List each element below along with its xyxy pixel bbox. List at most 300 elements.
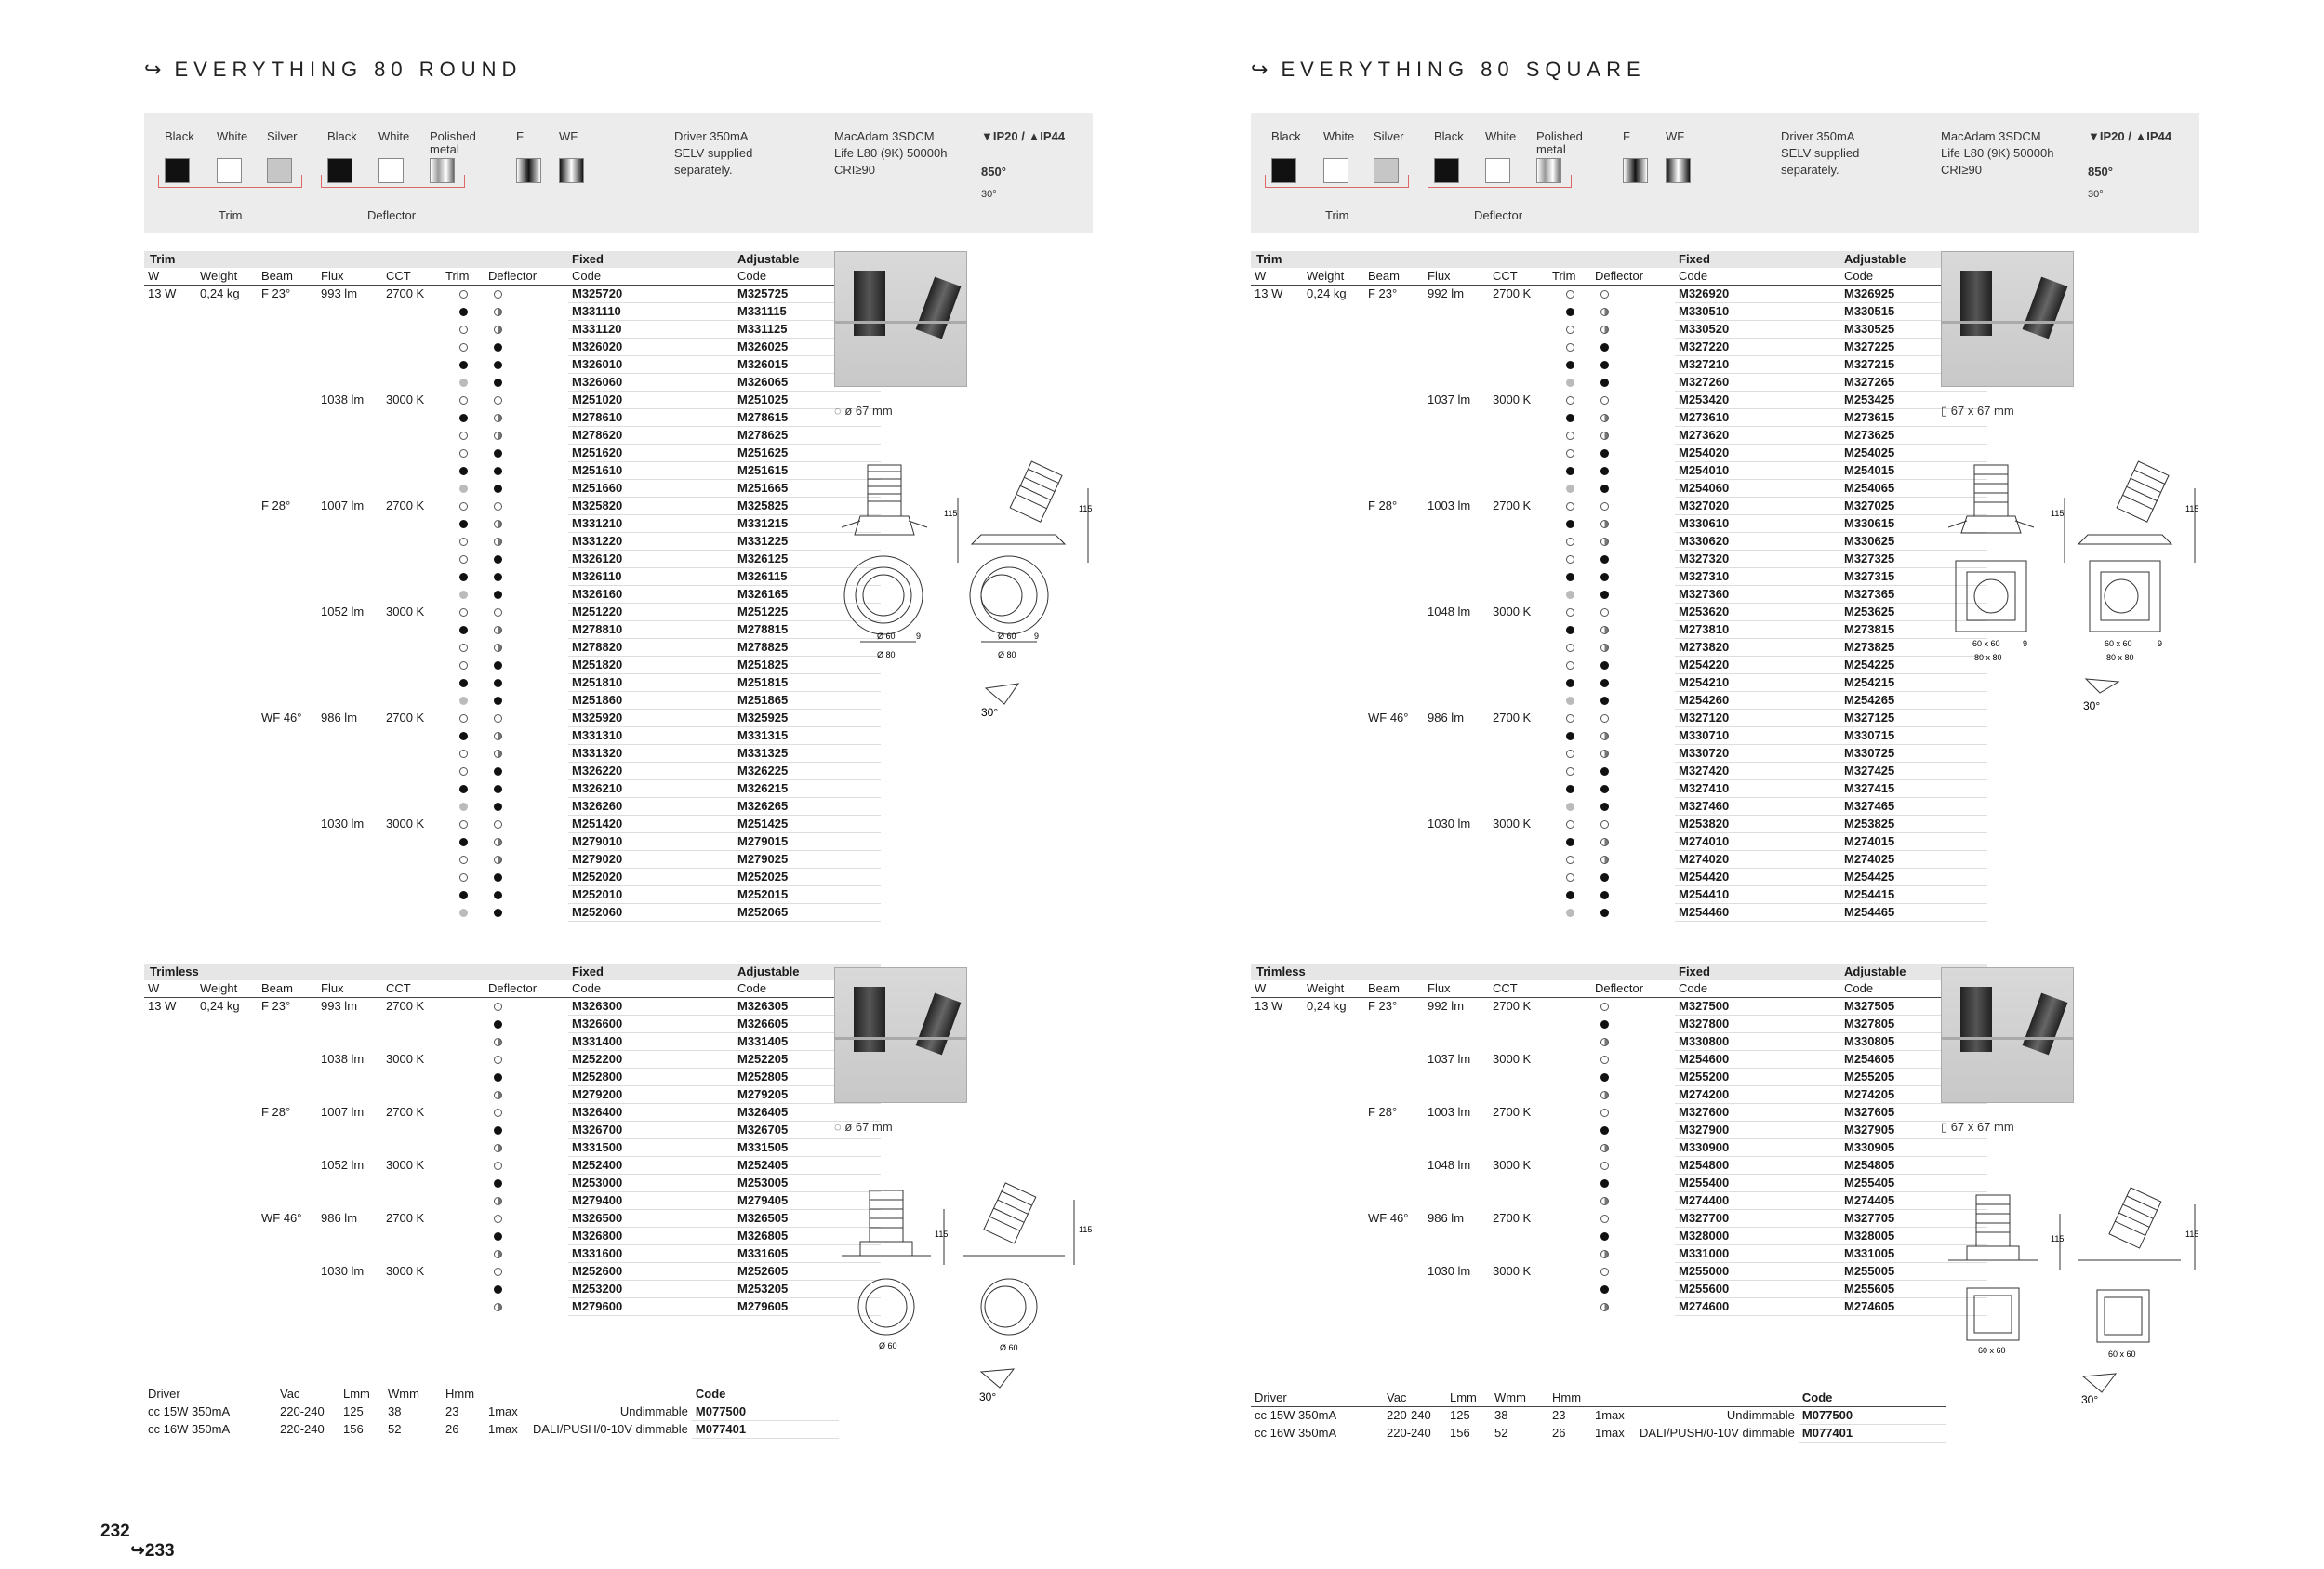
half-dot-icon — [494, 414, 502, 422]
column-header: Wmm — [1491, 1389, 1548, 1407]
table-row — [144, 869, 881, 886]
tilt-note: 30° — [981, 189, 997, 200]
white-dot-icon — [1600, 608, 1609, 617]
table-row — [1251, 869, 1987, 886]
half-dot-icon — [494, 1144, 502, 1152]
deflector-bracket — [321, 175, 465, 188]
silver-dot-icon — [1566, 591, 1574, 599]
table-row — [144, 692, 881, 710]
table-row — [1251, 445, 1987, 462]
white-dot-icon — [1600, 1003, 1609, 1011]
silver-dot-icon — [1566, 697, 1574, 705]
table-row — [1251, 1122, 1987, 1139]
table-row — [144, 551, 881, 568]
adjustable-code: M254025 — [1840, 445, 1987, 462]
adjustable-code: M331005 — [1840, 1245, 1987, 1263]
fixed-code: M330520 — [1675, 321, 1840, 339]
color-swatch — [1623, 158, 1648, 183]
fixed-code: M327900 — [1675, 1122, 1840, 1139]
size-label: ◌ ø 67 mm — [834, 404, 893, 418]
column-header: CCT — [1489, 268, 1548, 286]
fixed-code: M254020 — [1675, 445, 1840, 462]
table-row — [1251, 409, 1987, 427]
fixed-code: M254210 — [1675, 674, 1840, 692]
adjustable-code: M278615 — [734, 409, 881, 427]
white-dot-icon — [1566, 856, 1574, 864]
black-dot-icon — [1600, 467, 1609, 475]
table-row — [144, 674, 881, 692]
white-dot-icon — [1600, 1109, 1609, 1117]
fixed-code: M279400 — [568, 1192, 734, 1210]
table-row: 13 W 0,24 kg F 23° 993 lm 2700 K M325720 M325725 — [144, 286, 881, 303]
column-header: Lmm — [339, 1386, 384, 1403]
table-row — [144, 1139, 881, 1157]
adjustable-code: M331315 — [734, 727, 881, 745]
fixed-code: M253200 — [568, 1281, 734, 1298]
column-header: Flux — [1424, 268, 1489, 286]
table-row — [1251, 303, 1987, 321]
column-header: Code — [734, 268, 881, 286]
fixed-code: M326500 — [568, 1210, 734, 1228]
white-dot-icon — [494, 1056, 502, 1064]
size-label: ▯ 67 x 67 mm — [1941, 404, 2014, 418]
adjustable-code: M253005 — [734, 1175, 881, 1192]
black-dot-icon — [494, 785, 502, 793]
table-row — [1251, 763, 1987, 780]
table-row: F 28° 1007 lm 2700 K M325820 M325825 — [144, 498, 881, 515]
table-row — [1251, 904, 1987, 922]
adjustable-code: M274405 — [1840, 1192, 1987, 1210]
svg-text:Ø 80: Ø 80 — [998, 650, 1016, 659]
white-dot-icon — [494, 1003, 502, 1011]
fixed-code: M274400 — [1675, 1192, 1840, 1210]
adjustable-code: M251615 — [734, 462, 881, 480]
white-dot-icon — [1566, 873, 1574, 882]
fixed-code: M325820 — [568, 498, 734, 515]
adjustable-code: M251665 — [734, 480, 881, 498]
square-cutout-icon: ▯ — [1941, 404, 1948, 418]
black-dot-icon — [1600, 891, 1609, 899]
driver-note: Driver 350mA SELV supplied separately. — [674, 129, 753, 177]
adjustable-code: M274605 — [1840, 1298, 1987, 1316]
fixed-code: M327320 — [1675, 551, 1840, 568]
adjustable-code: M278815 — [734, 621, 881, 639]
fixed-code: M326160 — [568, 586, 734, 604]
black-dot-icon — [459, 414, 468, 422]
fixed-code: M252010 — [568, 886, 734, 904]
fixed-code: M278820 — [568, 639, 734, 657]
half-dot-icon — [1600, 626, 1609, 634]
adjustable-code: M326025 — [734, 339, 881, 356]
fixed-code: M251820 — [568, 657, 734, 674]
table-row: 1052 lm 3000 K M251220 M251225 — [144, 604, 881, 621]
black-dot-icon — [1566, 414, 1574, 422]
black-dot-icon — [494, 1285, 502, 1294]
adjustable-code: M327325 — [1840, 551, 1987, 568]
table-row: F 28° 1007 lm 2700 K M326400 M326405 — [144, 1104, 881, 1122]
half-dot-icon — [1600, 538, 1609, 546]
column-header: Flux — [317, 980, 382, 998]
column-header: CCT — [382, 980, 442, 998]
black-dot-icon — [1566, 732, 1574, 740]
white-dot-icon — [1566, 502, 1574, 511]
adjustable-code: M327215 — [1840, 356, 1987, 374]
adjustable-code: M251825 — [734, 657, 881, 674]
round-cutout-icon: ◌ — [834, 404, 842, 418]
fixed-code: M326800 — [568, 1228, 734, 1245]
adjustable-code: M331505 — [734, 1139, 881, 1157]
table-row — [1251, 1069, 1987, 1086]
fixed-code: M328000 — [1675, 1228, 1840, 1245]
column-header — [1548, 980, 1591, 998]
tilt-note: 30° — [2088, 189, 2104, 200]
fixed-code: M251660 — [568, 480, 734, 498]
black-dot-icon — [459, 838, 468, 846]
white-dot-icon — [494, 714, 502, 723]
adjustable-code: M330625 — [1840, 533, 1987, 551]
table-row — [144, 586, 881, 604]
svg-text:30°: 30° — [981, 706, 999, 719]
fixed-code: M326220 — [568, 763, 734, 780]
fixed-code: M331210 — [568, 515, 734, 533]
black-dot-icon — [459, 732, 468, 740]
white-dot-icon — [459, 538, 468, 546]
half-dot-icon — [1600, 1303, 1609, 1311]
adjustable-code: M252605 — [734, 1263, 881, 1281]
table-row: 1030 lm 3000 K M252600 M252605 — [144, 1263, 881, 1281]
black-dot-icon — [1600, 909, 1609, 917]
svg-text:30°: 30° — [2081, 1393, 2099, 1406]
black-dot-icon — [459, 308, 468, 316]
fixed-code: M327260 — [1675, 374, 1840, 392]
fixed-code: M326210 — [568, 780, 734, 798]
fixed-code: M251620 — [568, 445, 734, 462]
half-dot-icon — [494, 856, 502, 864]
size-label-trimless: ▯ 67 x 67 mm — [1941, 1120, 2014, 1134]
black-dot-icon — [494, 1179, 502, 1188]
black-dot-icon — [494, 573, 502, 581]
table-row — [1251, 1086, 1987, 1104]
fixed-code: M331110 — [568, 303, 734, 321]
macadam-note: MacAdam 3SDCM Life L80 (9K) 50000h CRI≥90 — [834, 129, 948, 177]
adjustable-code: M330905 — [1840, 1139, 1987, 1157]
column-header: Trim — [442, 268, 485, 286]
adjustable-code: M254605 — [1840, 1051, 1987, 1069]
half-dot-icon — [494, 644, 502, 652]
white-dot-icon — [1566, 820, 1574, 829]
table-row — [1251, 339, 1987, 356]
fixed-code: M274020 — [1675, 851, 1840, 869]
ip-rating: ▼IP20 / ▲IP44 — [2088, 129, 2172, 143]
half-dot-icon — [1600, 432, 1609, 440]
white-dot-icon — [1566, 555, 1574, 564]
column-header: W — [144, 980, 196, 998]
column-header — [529, 1386, 692, 1403]
fixed-code: M326700 — [568, 1122, 734, 1139]
page-title: ↪ EVERYTHING 80 SQUARE — [1251, 58, 1646, 81]
fixed-code: M327020 — [1675, 498, 1840, 515]
table-row: 13 W 0,24 kg F 23° 992 lm 2700 K M327500 M327505 — [1251, 998, 1987, 1016]
black-dot-icon — [1600, 573, 1609, 581]
table-row: 13 W 0,24 kg F 23° 992 lm 2700 K M326920 M326925 — [1251, 286, 1987, 303]
column-header — [485, 1386, 529, 1403]
adjustable-code: M331405 — [734, 1033, 881, 1051]
svg-text:Ø 80: Ø 80 — [877, 650, 896, 659]
black-dot-icon — [459, 785, 468, 793]
black-dot-icon — [494, 1073, 502, 1082]
svg-text:115: 115 — [2185, 504, 2199, 513]
svg-text:30°: 30° — [2083, 699, 2101, 712]
table-row — [144, 462, 881, 480]
column-header: Weight — [196, 980, 258, 998]
fixed-code: M327800 — [1675, 1016, 1840, 1033]
fixed-code: M254420 — [1675, 869, 1840, 886]
color-label: Silver — [267, 129, 298, 143]
black-dot-icon — [494, 873, 502, 882]
black-dot-icon — [1566, 361, 1574, 369]
table-row: WF 46° 986 lm 2700 K M326500 M326505 — [144, 1210, 881, 1228]
fixed-code: M253820 — [1675, 816, 1840, 833]
table-row — [1251, 480, 1987, 498]
svg-text:Ø 60: Ø 60 — [879, 1341, 897, 1350]
adjustable-code: M254215 — [1840, 674, 1987, 692]
silver-dot-icon — [1566, 485, 1574, 493]
table-row — [144, 886, 881, 904]
white-dot-icon — [494, 1162, 502, 1170]
black-dot-icon — [494, 467, 502, 475]
adjustable-code: M273815 — [1840, 621, 1987, 639]
adjustable-code: M255005 — [1840, 1263, 1987, 1281]
color-label: White — [217, 129, 248, 143]
black-dot-icon — [1600, 697, 1609, 705]
white-dot-icon — [459, 396, 468, 405]
half-dot-icon — [1600, 308, 1609, 316]
fixed-code: M327360 — [1675, 586, 1840, 604]
half-dot-icon — [494, 750, 502, 758]
adjustable-code: M253205 — [734, 1281, 881, 1298]
fixed-code: M254460 — [1675, 904, 1840, 922]
adjustable-code: M278625 — [734, 427, 881, 445]
adjustable-code: M325725 — [734, 286, 881, 303]
table-row: cc 15W 350mA 220-240 125 38 23 1max Undimmable M077500 — [1251, 1407, 1946, 1425]
black-dot-icon — [459, 573, 468, 581]
column-header: Code — [1799, 1389, 1946, 1407]
black-dot-icon — [1566, 520, 1574, 528]
svg-text:115: 115 — [2185, 1230, 2199, 1239]
product-photo-trimless — [834, 967, 967, 1103]
product-photo-trimless — [1941, 967, 2074, 1103]
adjustable-code: M273825 — [1840, 639, 1987, 657]
fixed-code: M254060 — [1675, 480, 1840, 498]
white-dot-icon — [1566, 661, 1574, 670]
black-dot-icon — [1600, 767, 1609, 776]
adjustable-code: M254465 — [1840, 904, 1987, 922]
silver-dot-icon — [459, 697, 468, 705]
adjustable-code: M254425 — [1840, 869, 1987, 886]
fixed-code: M252800 — [568, 1069, 734, 1086]
arrow-icon: ↪ — [1251, 58, 1268, 81]
fixed-code: M327410 — [1675, 780, 1840, 798]
adjustable-code: M273625 — [1840, 427, 1987, 445]
column-header — [1636, 1389, 1799, 1407]
column-header: Code — [734, 980, 881, 998]
table-row — [144, 1069, 881, 1086]
fixed-code: M326120 — [568, 551, 734, 568]
adjustable-code: M327425 — [1840, 763, 1987, 780]
white-dot-icon — [459, 820, 468, 829]
white-dot-icon — [1600, 502, 1609, 511]
adjustable-code: M326805 — [734, 1228, 881, 1245]
adjustable-code: M255605 — [1840, 1281, 1987, 1298]
color-label: White — [1485, 129, 1517, 143]
column-header: Deflector — [485, 268, 568, 286]
fixed-code: M253620 — [1675, 604, 1840, 621]
adjustable-code: M274025 — [1840, 851, 1987, 869]
fixed-code: M327210 — [1675, 356, 1840, 374]
table-row — [144, 904, 881, 922]
table-row: WF 46° 986 lm 2700 K M327700 M327705 — [1251, 1210, 1987, 1228]
black-dot-icon — [494, 449, 502, 458]
table-row: 1037 lm 3000 K M254600 M254605 — [1251, 1051, 1987, 1069]
white-dot-icon — [459, 661, 468, 670]
table-row — [144, 851, 881, 869]
half-dot-icon — [494, 1303, 502, 1311]
fixed-code: M327120 — [1675, 710, 1840, 727]
white-dot-icon — [1566, 750, 1574, 758]
half-dot-icon — [1600, 520, 1609, 528]
optic-label: F — [516, 129, 524, 143]
white-dot-icon — [494, 820, 502, 829]
table-row: cc 15W 350mA 220-240 125 38 23 1max Undimmable M077500 — [144, 1403, 839, 1421]
black-dot-icon — [1566, 573, 1574, 581]
white-dot-icon — [1566, 343, 1574, 352]
column-header: Beam — [1364, 980, 1424, 998]
black-dot-icon — [1600, 785, 1609, 793]
half-dot-icon — [494, 326, 502, 334]
fixed-code: M331600 — [568, 1245, 734, 1263]
spec-table: Trim Fixed Adjustable W Weight Beam Flux CCT Trim Deflector Code Code 13 W 0,24 kg F 23° 993 lm 2700 K M325720 M325725 M331110 M331115 M331120 M331125 M326020 M326025 M326010 M326015 M326060 M326065 1038 lm 3000 K M251020 M251025 M278610 M278615 M278620 M278625 M251620 M251625 M251610 M251615 M251660 M251665 F 28° 1007 lm 2700 K M325820 M325825 M331210 M331215 M331220 M331225 M326120 M326125 M326110 M326115 M326160 M326165 1052 lm 3000 K M251220 M251225 M278810 M278815 M278820 M278825 M251820 M251825 M251810 M251815 M251860 M251865 WF 46° 986 lm 2700 K M325920 M325925 M331310 M331315 M331320 M331325 M326220 M326225 M326210 M326215 M326260 M326265 1030 lm 3000 K M251420 M251425 M279010 M279015 M279020 M279025 M252020 M252025 M252010 M252015 M252060 M252065 — [144, 251, 881, 922]
deflector-group-label: Deflector — [1474, 208, 1523, 222]
black-dot-icon — [494, 343, 502, 352]
half-dot-icon — [494, 1250, 502, 1258]
fixed-code: M252400 — [568, 1157, 734, 1175]
fixed-code: M255200 — [1675, 1069, 1840, 1086]
color-label: White — [378, 129, 410, 143]
black-dot-icon — [459, 891, 468, 899]
black-dot-icon — [1600, 661, 1609, 670]
adjustable-code: M252805 — [734, 1069, 881, 1086]
fixed-code: M255000 — [1675, 1263, 1840, 1281]
silver-dot-icon — [1566, 803, 1574, 811]
table-row: 13 W 0,24 kg F 23° 993 lm 2700 K M326300 M326305 — [144, 998, 881, 1016]
color-label: Black — [165, 129, 194, 143]
table-row: cc 16W 350mA 220-240 156 52 26 1max DALI/PUSH/0-10V dimmable M077401 — [144, 1421, 839, 1439]
column-header: Wmm — [384, 1386, 442, 1403]
adjustable-code: M327025 — [1840, 498, 1987, 515]
column-header: Code — [692, 1386, 839, 1403]
column-header: Driver — [1251, 1389, 1383, 1407]
silver-dot-icon — [1566, 379, 1574, 387]
adjustable-code: M330615 — [1840, 515, 1987, 533]
adjustable-code: M326215 — [734, 780, 881, 798]
fixed-code: M326010 — [568, 356, 734, 374]
black-dot-icon — [1566, 626, 1574, 634]
adjustable-code: M254805 — [1840, 1157, 1987, 1175]
black-dot-icon — [494, 679, 502, 687]
technical-drawing-trimless — [1948, 1186, 2209, 1418]
adjustable-code: M327315 — [1840, 568, 1987, 586]
fixed-code: M327420 — [1675, 763, 1840, 780]
table-row — [1251, 674, 1987, 692]
table-row — [144, 374, 881, 392]
column-header: Flux — [317, 268, 382, 286]
half-dot-icon — [1600, 1144, 1609, 1152]
table-row — [144, 727, 881, 745]
adjustable-code: M327705 — [1840, 1210, 1987, 1228]
silver-dot-icon — [459, 803, 468, 811]
fixed-code: M330620 — [1675, 533, 1840, 551]
adjustable-code: M254265 — [1840, 692, 1987, 710]
half-dot-icon — [494, 538, 502, 546]
table-row — [1251, 568, 1987, 586]
trim-group-label: Trim — [1325, 208, 1349, 222]
column-header: Beam — [258, 980, 317, 998]
table-row — [144, 1245, 881, 1263]
white-dot-icon — [1600, 1162, 1609, 1170]
arrow-icon: ↪ — [144, 58, 162, 81]
half-dot-icon — [494, 838, 502, 846]
fixed-code: M326920 — [1675, 286, 1840, 303]
black-dot-icon — [1600, 555, 1609, 564]
white-dot-icon — [459, 449, 468, 458]
half-dot-icon — [494, 1197, 502, 1205]
white-dot-icon — [1566, 326, 1574, 334]
svg-text:60 x 60: 60 x 60 — [1978, 1346, 2006, 1355]
adjustable-code: M252015 — [734, 886, 881, 904]
black-dot-icon — [494, 361, 502, 369]
white-dot-icon — [1566, 449, 1574, 458]
silver-dot-icon — [459, 485, 468, 493]
adjustable-code: M274205 — [1840, 1086, 1987, 1104]
adjustable-code: M327805 — [1840, 1016, 1987, 1033]
table-row: WF 46° 986 lm 2700 K M325920 M325925 — [144, 710, 881, 727]
fixed-code: M279020 — [568, 851, 734, 869]
adjustable-code: M251225 — [734, 604, 881, 621]
adjustable-code: M279405 — [734, 1192, 881, 1210]
half-dot-icon — [494, 1038, 502, 1046]
color-label: Polished metal — [430, 129, 476, 156]
fixed-code: M326600 — [568, 1016, 734, 1033]
table-row — [144, 639, 881, 657]
table-row — [1251, 1139, 1987, 1157]
table-row — [1251, 851, 1987, 869]
table-row — [1251, 727, 1987, 745]
fixed-code: M326020 — [568, 339, 734, 356]
ip-rating: ▼IP20 / ▲IP44 — [981, 129, 1066, 143]
table-row: 1030 lm 3000 K M251420 M251425 — [144, 816, 881, 833]
black-dot-icon — [1600, 873, 1609, 882]
black-dot-icon — [494, 1232, 502, 1241]
adjustable-code: M251025 — [734, 392, 881, 409]
fixed-code: M330800 — [1675, 1033, 1840, 1051]
column-header: Hmm — [442, 1386, 485, 1403]
black-dot-icon — [494, 1020, 502, 1029]
color-swatch — [559, 158, 584, 183]
black-dot-icon — [1566, 891, 1574, 899]
white-dot-icon — [459, 608, 468, 617]
fixed-code: M330710 — [1675, 727, 1840, 745]
table-row: 1048 lm 3000 K M253620 M253625 — [1251, 604, 1987, 621]
